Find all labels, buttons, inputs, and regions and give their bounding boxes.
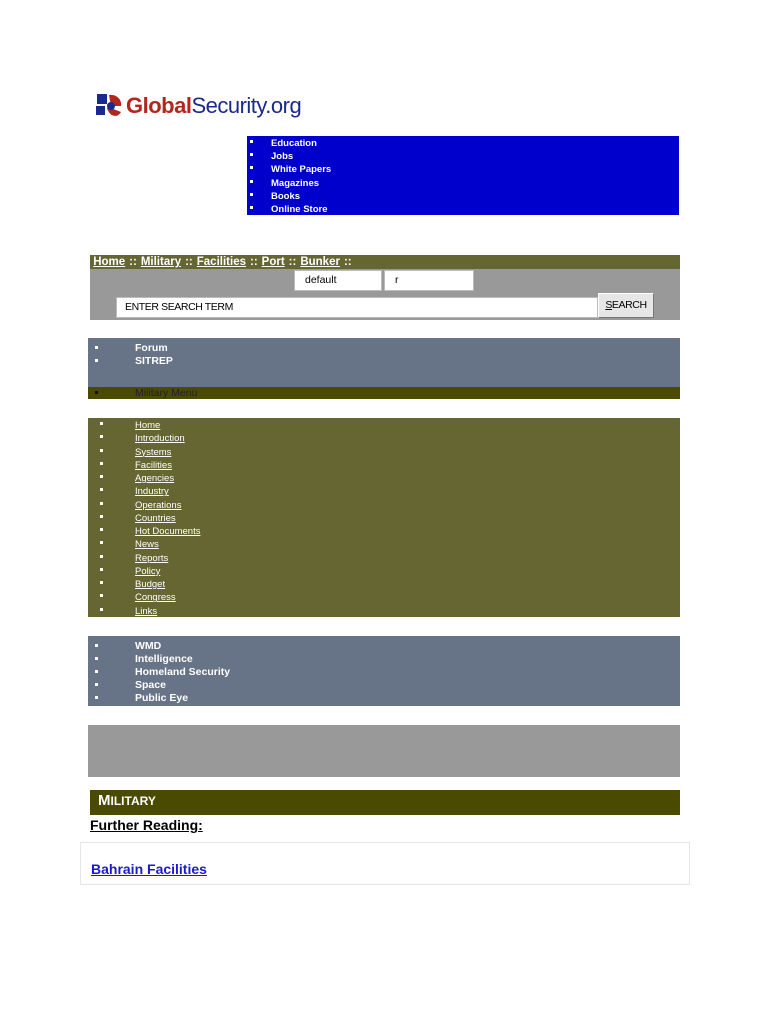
bullet-icon	[100, 541, 103, 544]
top-menu-label: Online Store	[271, 203, 328, 215]
bullet-icon	[95, 670, 98, 673]
nav-link-congress[interactable]: Congress	[135, 592, 176, 604]
breadcrumb-facilities[interactable]: Facilities	[196, 256, 246, 268]
top-menu-item-online-store[interactable]	[247, 203, 679, 216]
bullet-icon	[250, 140, 253, 143]
military-nav-item[interactable]	[88, 472, 680, 485]
nav-link-news[interactable]: News	[135, 539, 159, 551]
military-nav-item[interactable]	[88, 605, 680, 618]
search-button-label: EARCH	[611, 299, 647, 311]
top-menu-label: Jobs	[271, 151, 294, 163]
search-button[interactable]	[598, 293, 654, 318]
breadcrumb-separator: ::	[129, 256, 137, 268]
search-button-accesskey: S	[605, 299, 612, 311]
bullet-icon	[95, 359, 98, 362]
section-heading	[90, 790, 680, 815]
link-label: Forum	[135, 342, 168, 354]
military-nav-item[interactable]	[88, 538, 680, 551]
nav-link-operations[interactable]: Operations	[135, 499, 182, 511]
nav-link-systems[interactable]: Systems	[135, 446, 172, 458]
bullet-icon	[100, 475, 103, 478]
search-area	[90, 269, 680, 320]
breadcrumb-separator: ::	[343, 256, 352, 268]
related-links-box	[80, 842, 690, 885]
military-nav-item[interactable]	[88, 591, 680, 604]
link-label: Intelligence	[135, 653, 193, 665]
bullet-icon	[250, 180, 253, 183]
logo-text-security: Security.org	[191, 93, 302, 118]
bullet-icon	[100, 515, 103, 518]
military-nav-item[interactable]	[88, 485, 680, 498]
breadcrumb-bunker[interactable]: Bunker	[300, 256, 340, 268]
nav-link-home[interactable]: Home	[135, 420, 161, 431]
military-nav-item[interactable]	[88, 578, 680, 591]
globe-logo-icon	[95, 92, 123, 120]
bullet-icon	[250, 193, 253, 196]
link-sitrep[interactable]	[88, 355, 680, 368]
link-label: Space	[135, 679, 166, 691]
military-nav-item[interactable]	[88, 459, 680, 472]
further-reading-label: Further Reading:	[90, 817, 203, 833]
breadcrumb-separator: ::	[249, 256, 258, 268]
heading-initial: M	[98, 792, 111, 809]
link-space[interactable]	[88, 679, 680, 692]
bullet-icon	[100, 608, 103, 611]
nav-link-reports[interactable]: Reports	[135, 552, 169, 564]
topic-links	[88, 636, 680, 706]
link-label: Public Eye	[135, 692, 189, 704]
military-nav-item[interactable]	[88, 432, 680, 445]
bullet-icon	[250, 166, 253, 169]
military-nav	[88, 418, 680, 617]
link-label: WMD	[135, 640, 162, 652]
bullet-icon	[100, 568, 103, 571]
bullet-icon	[100, 435, 103, 438]
top-menu-item-jobs[interactable]	[247, 150, 679, 163]
logo-text-global: Global	[126, 93, 192, 118]
ad-placeholder	[88, 725, 680, 777]
bullet-icon	[100, 449, 103, 452]
nav-link-introduction[interactable]: Introduction	[135, 433, 185, 445]
military-nav-item[interactable]	[88, 565, 680, 578]
bullet-icon	[250, 206, 253, 209]
bullet-icon	[100, 462, 103, 465]
top-menu-label: Education	[271, 138, 317, 149]
bullet-icon	[95, 696, 98, 699]
heading-rest: ILITARY	[110, 794, 156, 808]
military-menu-label: Military Menu	[135, 387, 198, 399]
top-menu	[247, 136, 679, 215]
top-menu-item-education[interactable]	[247, 137, 679, 150]
top-menu-label: Magazines	[271, 177, 320, 189]
bullet-icon	[100, 594, 103, 597]
bullet-icon	[100, 555, 103, 558]
breadcrumb	[90, 255, 680, 269]
bullet-icon	[95, 346, 98, 349]
breadcrumb-port[interactable]: Port	[261, 256, 285, 268]
military-nav-item[interactable]	[88, 419, 680, 432]
link-public-eye[interactable]	[88, 692, 680, 705]
bullet-icon	[100, 488, 103, 491]
top-menu-label: Books	[271, 190, 301, 202]
military-nav-item[interactable]	[88, 446, 680, 459]
nav-link-hot-documents[interactable]: Hot Documents	[135, 526, 201, 537]
top-menu-item-white-papers[interactable]	[247, 163, 679, 176]
nav-link-agencies[interactable]: Agencies	[135, 473, 175, 484]
breadcrumb-separator: ::	[185, 256, 193, 268]
bullet-icon	[100, 422, 103, 425]
bullet-icon	[95, 644, 98, 647]
military-nav-item[interactable]	[88, 499, 680, 512]
military-nav-item[interactable]	[88, 552, 680, 565]
search-scope-select[interactable]: default	[294, 270, 382, 291]
bullet-icon	[100, 528, 103, 531]
site-logo[interactable]	[95, 90, 301, 122]
top-menu-label: White Papers	[271, 164, 332, 176]
bullet-icon	[100, 581, 103, 584]
search-input[interactable]: ENTER SEARCH TERM	[116, 297, 598, 318]
nav-link-links[interactable]: Links	[135, 605, 158, 617]
link-label: Homeland Security	[135, 666, 231, 678]
bullet-icon	[95, 683, 98, 686]
nav-link-industry[interactable]: Industry	[135, 486, 169, 498]
community-links	[88, 338, 680, 387]
nav-link-policy[interactable]: Policy	[135, 565, 161, 577]
military-menu-header[interactable]	[88, 387, 680, 399]
link-forum[interactable]	[88, 342, 680, 355]
breadcrumb-separator: ::	[288, 256, 297, 268]
link-wmd[interactable]	[88, 640, 680, 653]
nav-link-budget[interactable]: Budget	[135, 579, 166, 590]
link-bahrain-facilities[interactable]: Bahrain Facilities	[91, 861, 207, 877]
nav-link-countries[interactable]: Countries	[135, 512, 176, 524]
search-type-select[interactable]: r	[384, 270, 474, 291]
breadcrumb-home[interactable]: Home	[93, 256, 126, 268]
top-menu-item-magazines[interactable]	[247, 177, 679, 190]
bullet-icon	[95, 657, 98, 660]
top-menu-item-books[interactable]	[247, 190, 679, 203]
nav-link-facilities[interactable]: Facilities	[135, 459, 172, 471]
military-nav-item[interactable]	[88, 512, 680, 525]
link-label: SITREP	[135, 355, 173, 367]
bullet-icon	[100, 502, 103, 505]
bullet-icon	[250, 153, 253, 156]
military-nav-item[interactable]	[88, 525, 680, 538]
breadcrumb-military[interactable]: Military	[140, 256, 182, 268]
link-homeland-security[interactable]	[88, 666, 680, 679]
link-intelligence[interactable]	[88, 653, 680, 666]
bullet-icon	[95, 391, 98, 394]
